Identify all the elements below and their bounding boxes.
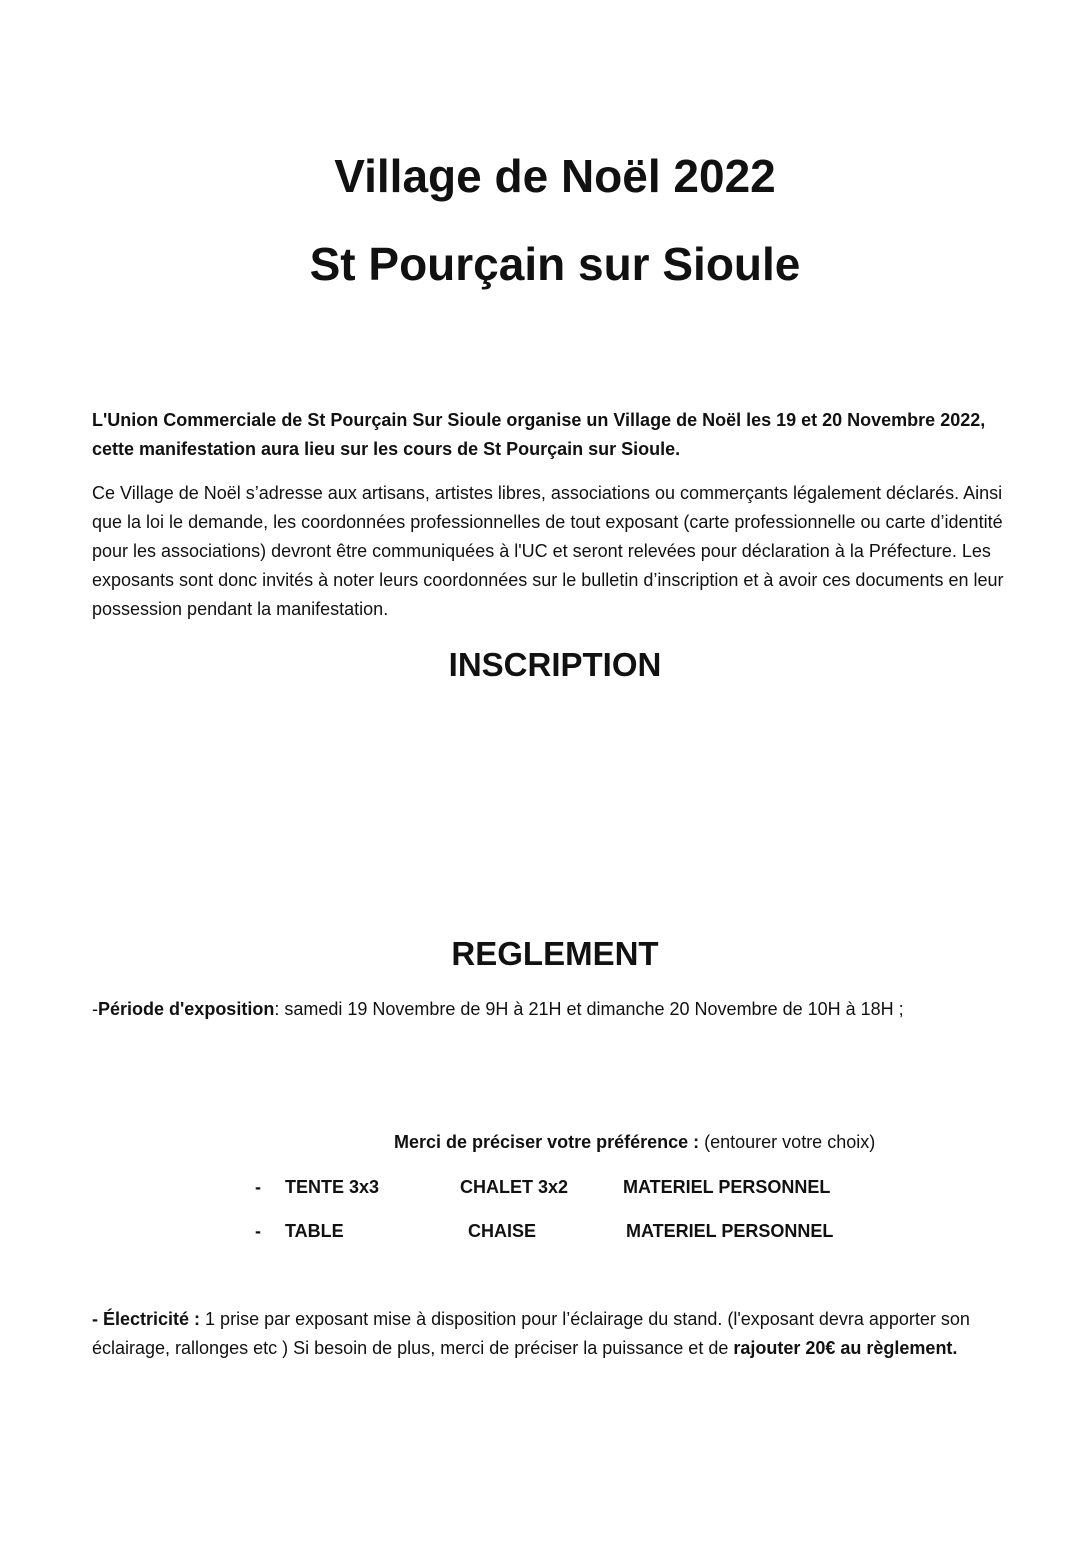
intro-paragraph: Ce Village de Noël s’adresse aux artisans, artistes libres, associations ou commerçants légalement déclarés. Ainsi que la loi le demande, les coordonnées professionnelles de tout exposant (carte professionnelle ou carte d’identité pour les associations) devront être communiquées à l'UC et seront relevées pour déclaration à la Préfecture. Les exposants sont donc invités à noter leurs coordonnées sur le bulletin d’inscription et à avoir ces documents en leur possession pendant la manifestation.: [92, 483, 1004, 619]
preference-hint: (entourer votre choix): [699, 1132, 876, 1152]
option-materiel-personnel-2[interactable]: MATERIEL PERSONNEL: [626, 1221, 834, 1241]
intro-bold-paragraph: L'Union Commerciale de St Pourçain Sur Sioule organise un Village de Noël les 19 et 20 Novembre 2022, cette manifestation aura lieu sur les cours de St Pourçain sur Sioule.: [92, 410, 986, 459]
document-subtitle: St Pourçain sur Sioule: [309, 238, 801, 290]
electricite-paragraph: [92, 1305, 1027, 1363]
options-row2-bullet: -: [255, 1221, 261, 1241]
reglement-heading: REGLEMENT: [451, 935, 659, 972]
option-table[interactable]: TABLE: [285, 1221, 344, 1241]
preference-label: Merci de préciser votre préférence :: [394, 1132, 700, 1152]
option-tente[interactable]: TENTE 3x3: [285, 1177, 380, 1197]
periode-line: [92, 995, 1022, 1024]
electricite-text: 1 prise par exposant mise à disposition pour l’éclairage du stand. (l'exposant devra apporter son éclairage, rallonges etc ) Si besoin de plus, merci de préciser la puissance et de: [92, 1309, 970, 1358]
electricite-label: - Électricité :: [92, 1309, 201, 1329]
option-chalet[interactable]: CHALET 3x2: [460, 1177, 569, 1197]
periode-text: : samedi 19 Novembre de 9H à 21H et dimanche 20 Novembre de 10H à 18H ;: [274, 999, 904, 1019]
option-materiel-personnel-1[interactable]: MATERIEL PERSONNEL: [623, 1177, 831, 1197]
preference-line: [394, 1129, 875, 1155]
document-title: Village de Noël 2022: [334, 150, 776, 202]
electricite-bold: rajouter 20€ au règlement.: [733, 1338, 958, 1358]
periode-prefix: -: [92, 999, 98, 1019]
inscription-heading: INSCRIPTION: [448, 646, 662, 683]
option-chaise[interactable]: CHAISE: [468, 1221, 537, 1241]
options-row1-bullet: -: [255, 1177, 261, 1197]
periode-label: Période d'exposition: [98, 999, 275, 1019]
